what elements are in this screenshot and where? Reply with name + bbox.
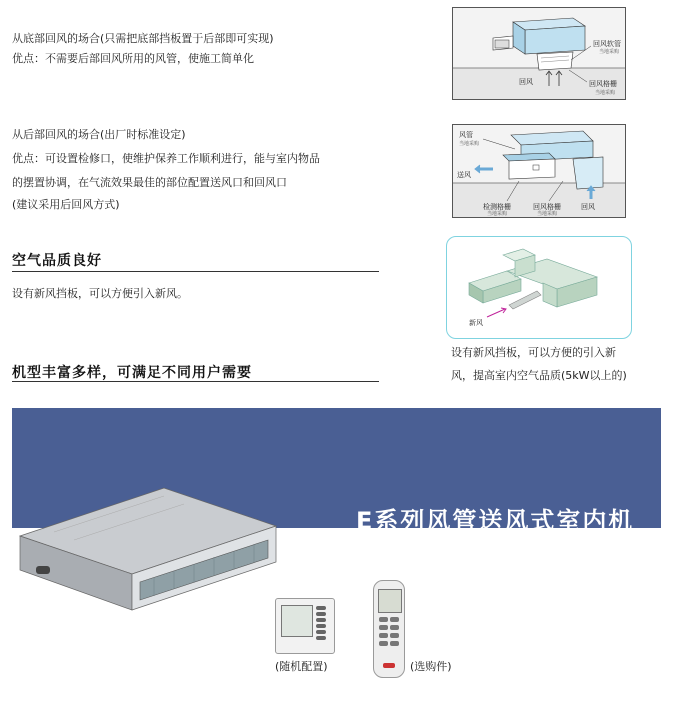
bottom-diagram-return-label: 回风 — [519, 78, 533, 86]
rear-return-diagram — [452, 124, 626, 218]
rear-diagram-supply-label: 送风 — [457, 171, 471, 179]
air-quality-rule — [12, 271, 379, 272]
fresh-air-caption-1: 设有新风挡板，可以方便的引入新 — [451, 346, 616, 359]
bottom-diagram-soft-duct-label: 回风软管 — [593, 40, 621, 48]
fresh-air-diagram — [446, 236, 632, 339]
rear-diagram-grille-label: 回风格栅 — [533, 203, 561, 211]
rear-diagram-return-label: 回风 — [581, 203, 595, 211]
remote-controller-keys — [379, 617, 399, 657]
fresh-air-caption-2: 风，提高室内空气品质(5kW以上的) — [451, 369, 627, 382]
wired-controller-image — [275, 598, 335, 654]
variety-rule — [12, 381, 379, 382]
rear-diagram-grille-sub: 当地采购 — [537, 211, 558, 217]
rear-diagram-inspection-label: 检测格栅 — [483, 203, 511, 211]
remote-controller-image — [373, 580, 405, 678]
wired-controller-screen — [281, 605, 313, 637]
remote-controller-screen — [378, 589, 402, 613]
rear-diagram-duct-label: 风管 — [459, 131, 473, 139]
air-quality-body: 设有新风挡板，可以方便引入新风。 — [12, 287, 188, 300]
banner-title: E系列风管送风式室内机 — [356, 507, 635, 535]
rear-diagram-duct-sub: 当地采购 — [459, 141, 480, 147]
rear-return-advantage-1: 优点：可设置检修口，使维护保养工作顺利进行，能与室内物品 — [12, 152, 320, 165]
bottom-return-diagram — [452, 7, 626, 100]
bottom-return-advantage: 优点：不需要后部回风所用的风管，使施工简单化 — [12, 52, 254, 65]
bottom-diagram-grille-label: 回风格栅 — [589, 80, 617, 88]
wired-controller-buttons — [316, 605, 328, 645]
rear-return-advantage-2: 的摆置协调，在气流效果最佳的部位配置送风口和回风口 — [12, 176, 287, 189]
bottom-return-title: 从底部回风的场合(只需把底部挡板置于后部即可实现) — [12, 32, 274, 45]
bottom-diagram-grille-sub: 当地采购 — [595, 90, 616, 96]
rear-return-advantage-3: (建议采用后回风方式) — [12, 198, 120, 211]
remote-controller-caption: (选购件) — [410, 660, 452, 673]
air-quality-heading: 空气品质良好 — [12, 253, 102, 269]
rear-return-title: 从后部回风的场合(出厂时标准设定) — [12, 128, 186, 141]
variety-heading: 机型丰富多样，可满足不同用户需要 — [12, 365, 252, 381]
rear-diagram-inspection-sub: 当地采购 — [487, 211, 508, 217]
indoor-unit-image — [14, 486, 284, 612]
fresh-air-label: 新风 — [469, 319, 483, 327]
wired-controller-caption: (随机配置) — [275, 660, 328, 673]
remote-logo-mark — [383, 663, 395, 668]
bottom-diagram-soft-duct-sub: 当地采购 — [599, 49, 620, 55]
